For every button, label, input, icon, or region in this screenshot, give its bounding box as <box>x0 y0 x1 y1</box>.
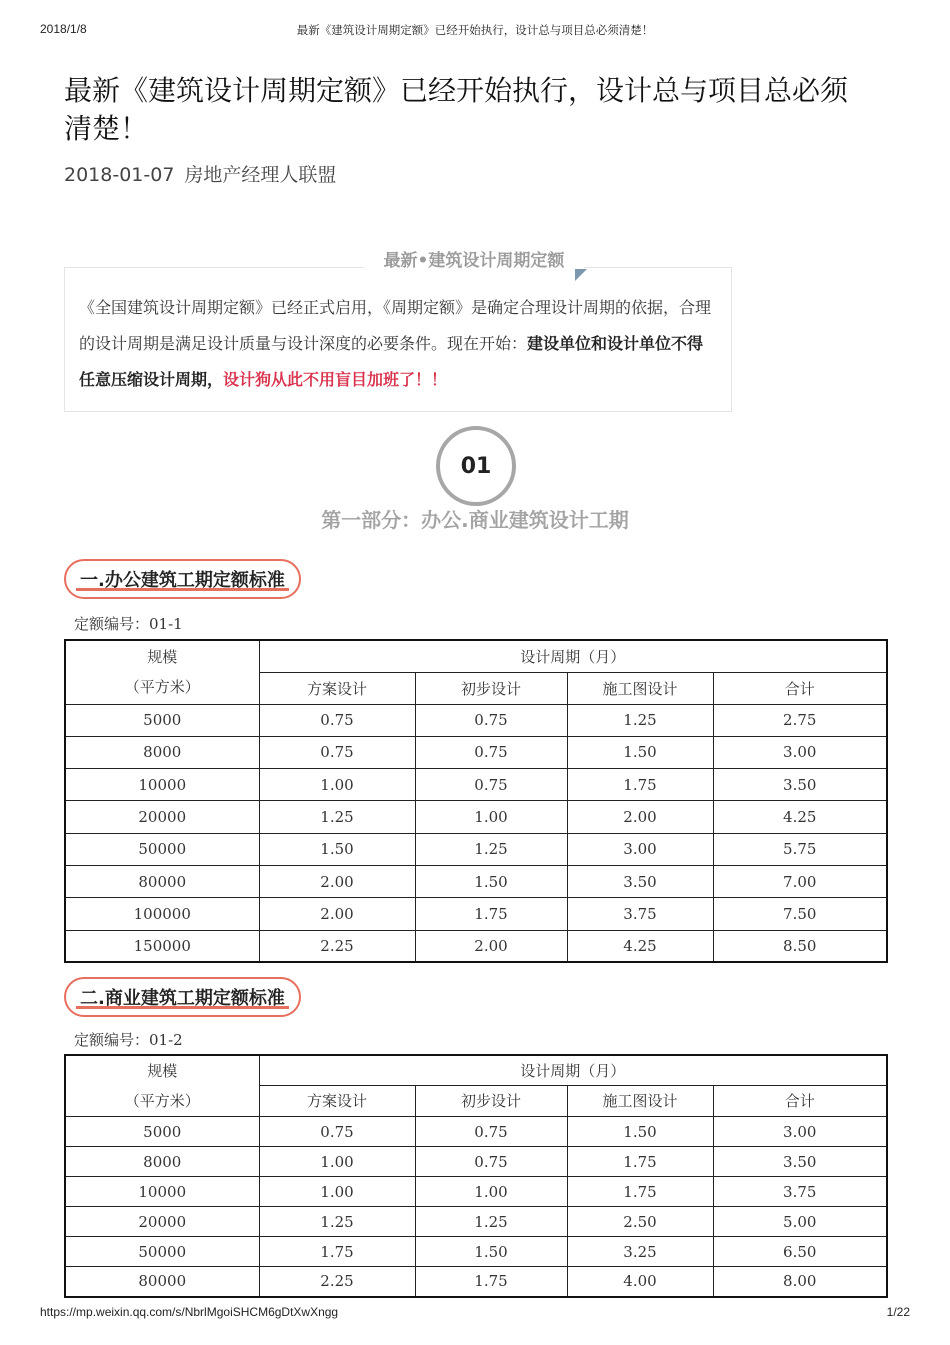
cell-value: 1.75 <box>259 1237 415 1267</box>
cell-scale: 50000 <box>65 1237 259 1267</box>
table-row <box>65 1207 887 1237</box>
intro-label: 最新•建筑设计周期定额 <box>364 246 584 271</box>
quota-code-office: 定额编号：01-1 <box>74 615 183 633</box>
cell-value: 1.25 <box>259 1207 415 1237</box>
header-col: 施工图设计 <box>567 672 713 704</box>
header-period: 设计周期（月） <box>259 640 887 672</box>
cell-value: 1.25 <box>259 801 415 833</box>
cell-value: 3.00 <box>713 736 887 768</box>
header-col: 初步设计 <box>415 1085 567 1116</box>
cell-value: 5.00 <box>713 1207 887 1237</box>
table-row <box>65 801 887 833</box>
cell-value: 1.75 <box>415 898 567 930</box>
cell-value: 2.00 <box>259 865 415 897</box>
cell-value: 2.75 <box>713 704 887 736</box>
print-title: 最新《建筑设计周期定额》已经开始执行，设计总与项目总必须清楚！ <box>296 23 654 37</box>
cell-scale: 150000 <box>65 930 259 962</box>
header-scale: 规模 （平方米） <box>65 640 259 704</box>
section-title-office: 一.办公建筑工期定额标准 <box>64 559 301 599</box>
cell-value: 0.75 <box>259 736 415 768</box>
table-row <box>65 704 887 736</box>
cell-value: 6.50 <box>713 1237 887 1267</box>
cell-scale: 20000 <box>65 801 259 833</box>
cell-value: 1.00 <box>415 801 567 833</box>
cell-scale: 20000 <box>65 1207 259 1237</box>
page-number: 1/22 <box>886 1305 910 1319</box>
article-title <box>64 72 894 148</box>
cell-value: 0.75 <box>415 704 567 736</box>
cell-scale: 100000 <box>65 898 259 930</box>
cell-value: 1.00 <box>259 1147 415 1177</box>
header-col: 施工图设计 <box>567 1085 713 1116</box>
cell-value: 4.00 <box>567 1267 713 1297</box>
cell-value: 3.00 <box>567 833 713 865</box>
header-scale: 规模 （平方米） <box>65 1055 259 1117</box>
intro-box <box>64 267 732 412</box>
table-row <box>65 1267 887 1297</box>
cell-value: 1.75 <box>567 1177 713 1207</box>
cell-scale: 80000 <box>65 1267 259 1297</box>
table-row <box>65 930 887 962</box>
article-title-line1: 最新《建筑设计周期定额》已经开始执行，设计总与项目总必须 <box>64 74 849 107</box>
cell-value: 2.00 <box>259 898 415 930</box>
table-row <box>65 898 887 930</box>
page-url: https://mp.weixin.qq.com/s/NbrlMgoiSHCM6gDtXwXngg <box>40 1305 339 1319</box>
cell-value: 1.00 <box>259 769 415 801</box>
intro-text: 《全国建筑设计周期定额》已经正式启用，《周期定额》是确定合理设计周期的依据，合理的设计周期是满足设计质量与设计深度的必要条件。现在开始： <box>79 298 712 353</box>
cell-value: 0.75 <box>415 1117 567 1147</box>
cell-value: 3.25 <box>567 1237 713 1267</box>
cell-value: 1.50 <box>567 736 713 768</box>
header-col: 合计 <box>713 1085 887 1116</box>
cell-scale: 50000 <box>65 833 259 865</box>
cell-value: 0.75 <box>259 704 415 736</box>
cell-value: 3.50 <box>713 1147 887 1177</box>
cell-value: 8.50 <box>713 930 887 962</box>
cell-scale: 80000 <box>65 865 259 897</box>
cell-scale: 8000 <box>65 1147 259 1177</box>
cell-value: 0.75 <box>259 1117 415 1147</box>
cell-value: 3.00 <box>713 1117 887 1147</box>
cell-value: 8.00 <box>713 1267 887 1297</box>
part-title: 第一部分：办公.商业建筑设计工期 <box>321 508 629 532</box>
article-date: 2018-01-07 <box>64 164 175 186</box>
print-date: 2018/1/8 <box>40 22 87 36</box>
header-col: 方案设计 <box>259 1085 415 1116</box>
header-period: 设计周期（月） <box>259 1055 887 1085</box>
cell-value: 1.50 <box>415 865 567 897</box>
part-number: 01 <box>460 453 492 479</box>
table-row <box>65 736 887 768</box>
cell-value: 1.75 <box>567 769 713 801</box>
article-meta <box>64 160 336 187</box>
part-number-circle <box>436 426 516 506</box>
table-row <box>65 1117 887 1147</box>
intro-red-text: 设计狗从此不用盲目加班了！！ <box>223 370 448 389</box>
cell-value: 1.50 <box>567 1117 713 1147</box>
cell-scale: 5000 <box>65 1117 259 1147</box>
cell-scale: 10000 <box>65 769 259 801</box>
cell-value: 2.50 <box>567 1207 713 1237</box>
intro-bold-text: 建设单位和设计单位不得任意压缩设计周期， <box>79 334 704 389</box>
quota-table-office <box>64 639 888 963</box>
print-header <box>40 22 910 40</box>
cell-value: 2.00 <box>415 930 567 962</box>
cell-scale: 8000 <box>65 736 259 768</box>
table-row <box>65 1177 887 1207</box>
table-row <box>65 1147 887 1177</box>
cell-value: 0.75 <box>415 736 567 768</box>
header-col: 初步设计 <box>415 672 567 704</box>
cell-value: 4.25 <box>713 801 887 833</box>
cell-value: 2.00 <box>567 801 713 833</box>
cell-value: 1.00 <box>259 1177 415 1207</box>
cell-value: 3.75 <box>567 898 713 930</box>
cell-value: 5.75 <box>713 833 887 865</box>
quota-code-commercial: 定额编号：01-2 <box>74 1031 183 1049</box>
quota-table-commercial <box>64 1054 888 1298</box>
cell-value: 1.00 <box>415 1177 567 1207</box>
table-row <box>65 865 887 897</box>
cell-value: 0.75 <box>415 1147 567 1177</box>
cell-scale: 10000 <box>65 1177 259 1207</box>
cell-value: 1.50 <box>415 1237 567 1267</box>
cell-value: 7.00 <box>713 865 887 897</box>
cell-value: 3.75 <box>713 1177 887 1207</box>
table-row <box>65 769 887 801</box>
table-row <box>65 1237 887 1267</box>
cell-value: 1.75 <box>415 1267 567 1297</box>
article-title-line2: 清楚！ <box>64 112 149 145</box>
cell-value: 2.25 <box>259 1267 415 1297</box>
cell-scale: 5000 <box>65 704 259 736</box>
cell-value: 3.50 <box>713 769 887 801</box>
table-row <box>65 833 887 865</box>
cell-value: 1.25 <box>415 1207 567 1237</box>
cell-value: 1.75 <box>567 1147 713 1177</box>
section-title-commercial: 二.商业建筑工期定额标准 <box>64 977 301 1017</box>
cell-value: 1.25 <box>567 704 713 736</box>
cell-value: 4.25 <box>567 930 713 962</box>
cell-value: 3.50 <box>567 865 713 897</box>
header-col: 合计 <box>713 672 887 704</box>
corner-decoration <box>575 269 587 281</box>
author-link[interactable]: 房地产经理人联盟 <box>184 164 337 186</box>
header-col: 方案设计 <box>259 672 415 704</box>
cell-value: 1.50 <box>259 833 415 865</box>
cell-value: 0.75 <box>415 769 567 801</box>
cell-value: 2.25 <box>259 930 415 962</box>
cell-value: 7.50 <box>713 898 887 930</box>
cell-value: 1.25 <box>415 833 567 865</box>
